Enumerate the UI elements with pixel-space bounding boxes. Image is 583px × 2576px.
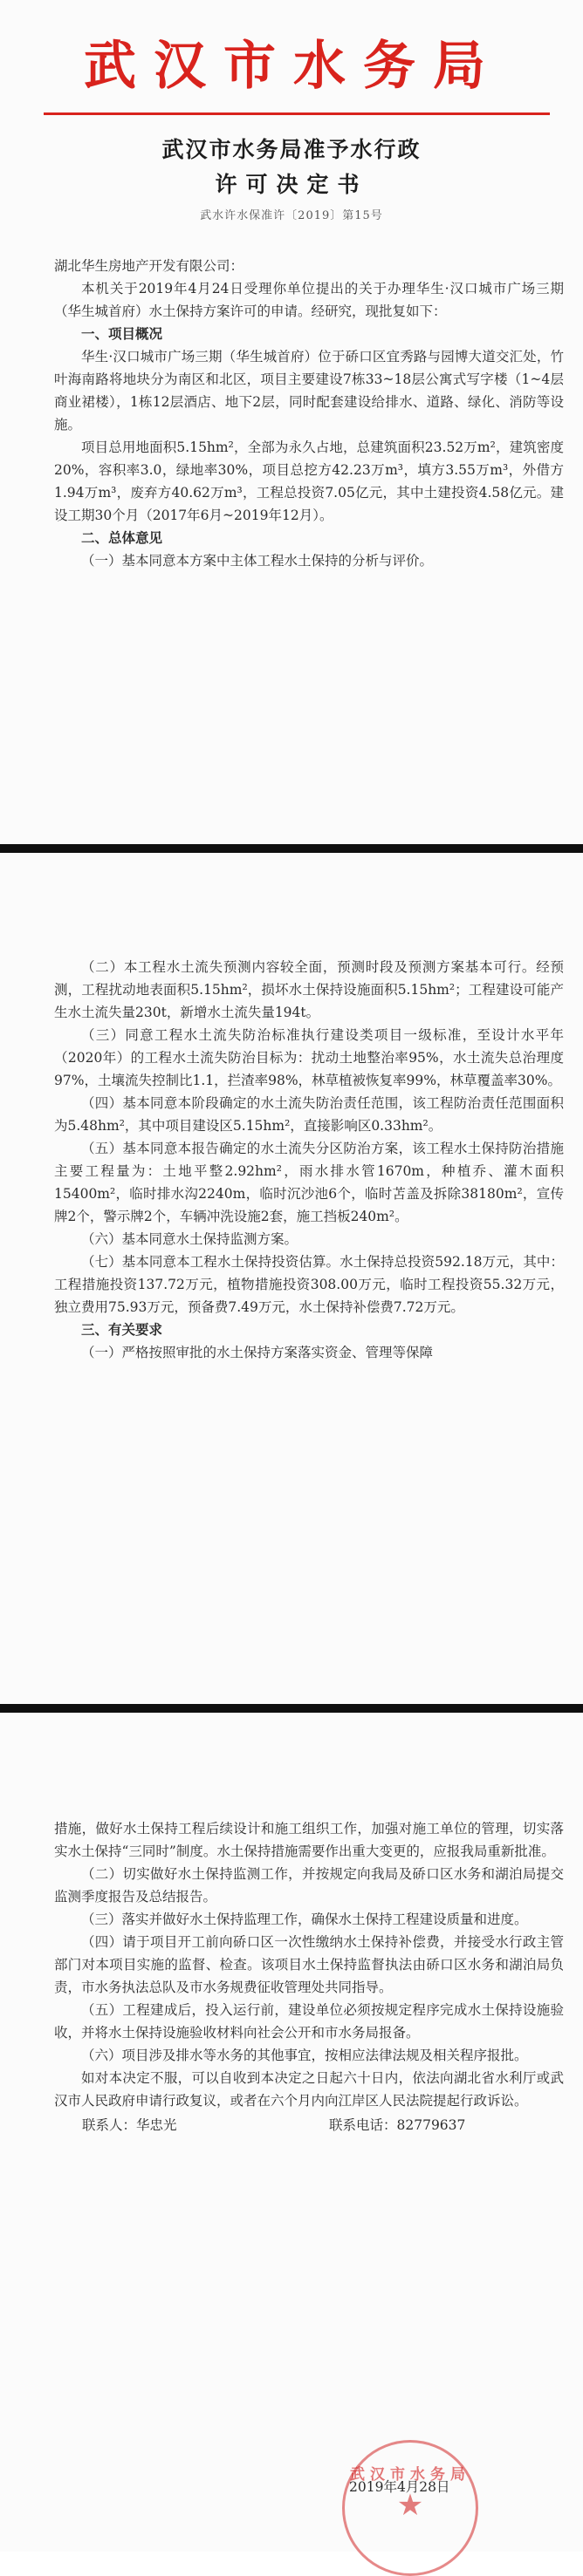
document-page-1 <box>0 0 583 844</box>
seal-text: 武汉市水务局 <box>350 2466 470 2484</box>
contact-person: 联系人：华忠光 <box>82 2117 177 2133</box>
seal-star-icon: ★ <box>396 2488 424 2523</box>
section-heading-overview: 一、项目概况 <box>81 325 163 342</box>
document-subtitle: 许可决定书 <box>215 172 368 197</box>
masthead-red-rule <box>44 112 550 115</box>
opinion-item-7: （七）基本同意本工程水土保持投资估算。水土保持总投资592.18万元，其中：工程措施投资137.72万元，植物措施投资308.00万元，临时工程投资55.32万元，独立费用75.93万元，预备费7.49万元，水土保持补偿费7.72万元。 <box>54 1254 564 1315</box>
document-title: 武汉市水务局准予水行政 <box>161 137 422 162</box>
contact-phone: 联系电话：82779637 <box>329 2117 466 2133</box>
official-seal-stamp <box>342 2440 478 2576</box>
recipient: 湖北华生房地产开发有限公司： <box>54 258 244 274</box>
opinion-item-6: （六）基本同意水土保持监测方案。 <box>81 1231 298 1247</box>
issue-date: 2019年4月28日 <box>349 2479 450 2495</box>
opinion-item-2: （二）本工程水土流失预测内容较全面，预测时段及预测方案基本可行。经预测，工程扰动地表面积5.15hm²，损坏水土保持设施面积5.15hm²；工程建设可能产生水土流失量230t，新增水土流失量194t。 <box>54 959 564 1020</box>
section-heading-requirements: 三、有关要求 <box>81 1321 163 1338</box>
masthead-title: 武汉市水务局 <box>84 36 503 97</box>
requirement-6: （六）项目涉及排水等水务的其他事宜，按相应法律法规及相关程序报批。 <box>81 2048 528 2063</box>
page-separator <box>0 844 583 853</box>
requirement-2: （二）切实做好水土保持监测工作，并按规定向我局及硚口区水务和湖泊局提交监测季度报告及总结报告。 <box>54 1866 564 1905</box>
requirement-5: （五）工程建成后，投入运行前，建设单位必须按规定程序完成水土保持设施验收，并将水土保持设施验收材料向社会公开和市水务局报备。 <box>54 2002 564 2041</box>
opinion-item-4: （四）基本同意本阶段确定的水土流失防治责任范围，该工程防治责任范围面积为5.48hm²，其中项目建设区5.15hm²，直接影响区0.33hm²。 <box>54 1095 564 1134</box>
opinion-item-5: （五）基本同意本报告确定的水土流失分区防治方案，该工程水土保持防治措施主要工程量为：土地平整2.92hm²，雨水排水管1670m，种植乔、灌木面积15400m²，临时排水沟2240m，临时沉沙池6个，临时苫盖及拆除38180m²，宣传牌2个，警示牌2个，车辆冲洗设施2套，施工挡板240m²。 <box>54 1141 564 1224</box>
intro-paragraph: 本机关于2019年4月24日受理你单位提出的关于办理华生·汉口城市广场三期（华生城首府）水土保持方案许可的申请。经研究，现批复如下： <box>54 281 564 319</box>
requirement-3: （三）落实并做好水土保持监理工作，确保水土保持工程建设质量和进度。 <box>81 1912 528 1927</box>
section-heading-opinion: 二、总体意见 <box>81 529 163 546</box>
document-page-2 <box>0 853 583 1704</box>
page-separator <box>0 1704 583 1713</box>
document-page-3 <box>0 1713 583 2552</box>
requirement-1-start: （一）严格按照审批的水土保持方案落实资金、管理等保障 <box>81 1345 434 1360</box>
appeal-notice: 如对本决定不服，可以自收到本决定之日起六十日内，依法向湖北省水利厅或武汉市人民政府申请行政复议，或者在六个月内向江岸区人民法院提起行政诉讼。 <box>54 2070 564 2109</box>
overview-paragraph-1: 华生·汉口城市广场三期（华生城首府）位于硚口区宜秀路与园博大道交汇处，竹叶海南路将地块分为南区和北区，项目主要建设7栋33~18层公寓式写字楼（1~4层商业裙楼），1栋12层酒店、地下2层，同时配套建设给排水、道路、绿化、消防等设施。 <box>54 349 564 433</box>
opinion-item-1: （一）基本同意本方案中主体工程水土保持的分析与评价。 <box>81 553 434 569</box>
overview-paragraph-2: 项目总用地面积5.15hm²，全部为永久占地，总建筑面积23.52万m²，建筑密度20%，容积率3.0，绿地率30%，项目总挖方42.23万m³，填方3.55万m³，外借方1.94万m³，废弃方40.62万m³，工程总投资7.05亿元，其中土建投资4.58亿元。建设工期30个月（2017年6月~2019年12月）。 <box>54 440 564 523</box>
requirement-1-continued: 措施，做好水土保持工程后续设计和施工组织工作，加强对施工单位的管理，切实落实水土保持“三同时”制度。水土保持措施需要作出重大变更的，应报我局重新批准。 <box>54 1821 564 1859</box>
requirement-4: （四）请于项目开工前向硚口区一次性缴纳水土保持补偿费，并接受水行政主管部门对本项目实施的监督、检查。该项目水土保持监督执法由硚口区水务和湖泊局负责，市水务执法总队及市水务规费征收管理处共同指导。 <box>54 1934 564 1995</box>
document-number: 武水许水保准许〔2019〕第15号 <box>200 209 383 222</box>
opinion-item-3: （三）同意工程水土流失防治标准执行建设类项目一级标准，至设计水平年（2020年）的工程水土流失防治目标为：扰动土地整治率95%，水土流失总治理度97%，土壤流失控制比1.1，拦渣率98%，林草植被恢复率99%，林草覆盖率30%。 <box>54 1027 564 1088</box>
